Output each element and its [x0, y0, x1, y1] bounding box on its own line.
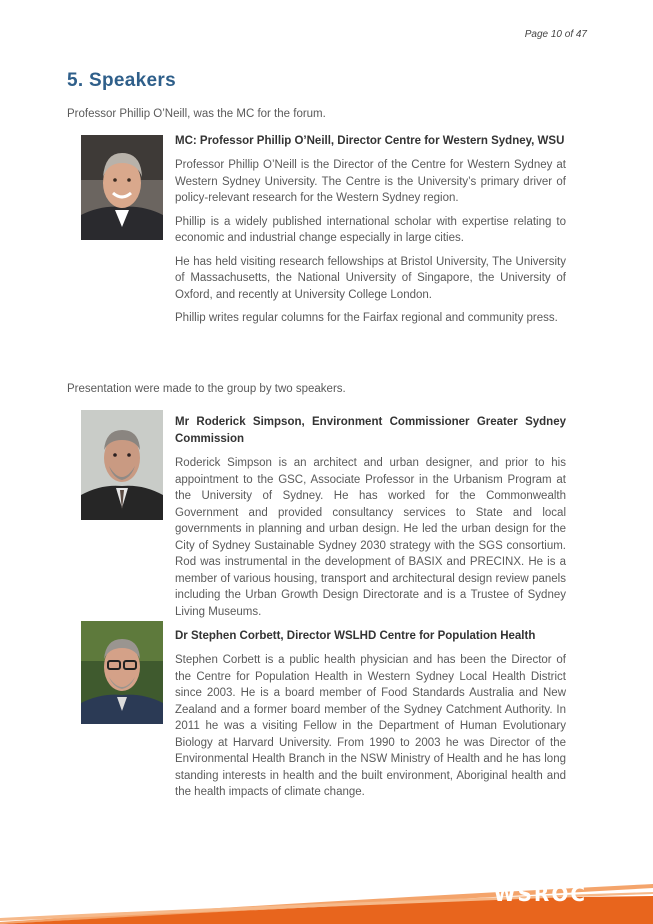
speaker-photo-oneill [81, 135, 163, 240]
page-number: Page 10 of 47 [524, 29, 587, 40]
speaker-paragraph: Roderick Simpson is an architect and urban designer, and prior to his appointment to the GSC, Associate Professor in the Urbanism Program at the University of Sydney. He has worked for the Commonwealth Government and provided consultancy services to State and local governments in planning and urban design. He led the urban design for the City of Sydney Sustainable Sydney 2030 strategy with the SGS consortium. Rod was instrumental in the development of BASIX and PRECINX. He is a member of various housing, transport and architectural design review panels including the Urban Growth Design Directorate and is a Trustee of Sydney Living Museums. [175, 457, 566, 618]
speaker-bio-oneill [175, 133, 566, 334]
speaker-title: MC: Professor Phillip O’Neill, Director Centre for Western Sydney, WSU [175, 135, 565, 147]
speaker-paragraph: He has held visiting research fellowships at Bristol University, The University of Massachusetts, the National University of Singapore, the University of Oxford, and recently at University College London. [175, 255, 566, 301]
speaker-paragraph: Stephen Corbett is a public health physician and has been the Director of the Centre for Population Health in Western Sydney Local Health District since 2003. He is a board member of Food Standards Australia and New Zealand and a former board member of the Sydney Catchment Authority. In 2011 he was a visiting Fellow in the Department of Human Evolutionary Biology at Harvard University. From 1990 to 2003 he was Director of the Environmental Health Branch in the NSW Ministry of Health and he has long standing interests in health and the built environment, Aboriginal health and the health impacts of climate change. [175, 654, 566, 798]
intro-text: Professor Phillip O’Neill, was the MC for the forum. [67, 108, 326, 120]
section-heading: 5. Speakers [67, 70, 176, 91]
speaker-photo-corbett [81, 621, 163, 724]
speaker-paragraph: Phillip is a widely published international scholar with expertise relating to economic and industrial change especially in large cities. [175, 215, 566, 244]
speaker-bio-corbett [175, 628, 566, 808]
speaker-paragraph: Professor Phillip O’Neill is the Director of the Centre for Western Sydney at Western Sydney University. The Centre is the University’s primary driver of policy-relevant research for the Western Sydney region. [175, 159, 566, 204]
speaker-bio-simpson [175, 414, 566, 627]
speaker-paragraph: Phillip writes regular columns for the Fairfax regional and community press. [175, 312, 558, 324]
speaker-title: Mr Roderick Simpson, Environment Commissioner Greater Sydney Commission [175, 416, 566, 445]
presentations-intro: Presentation were made to the group by two speakers. [67, 383, 346, 395]
speaker-photo-simpson [81, 410, 163, 520]
speaker-title: Dr Stephen Corbett, Director WSLHD Centre for Population Health [175, 630, 536, 642]
wsroc-logo: WSROC [493, 882, 587, 906]
